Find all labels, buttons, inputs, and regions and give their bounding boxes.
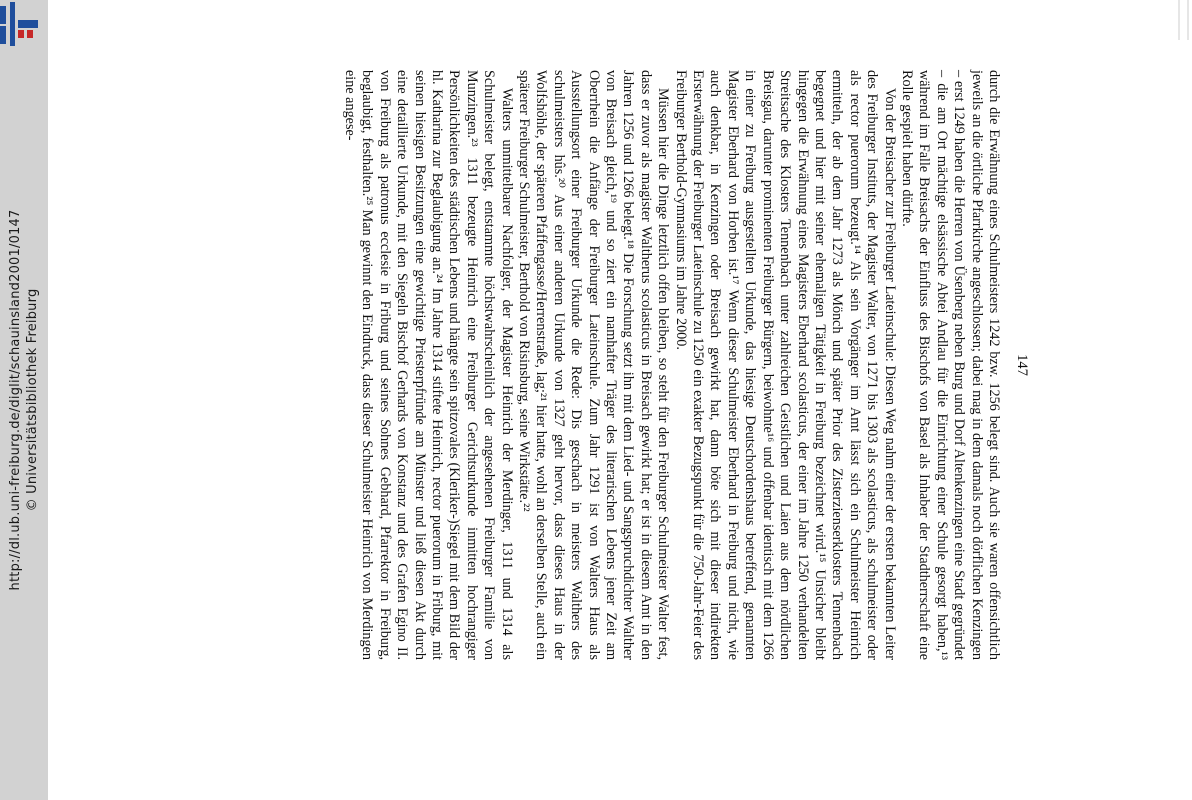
- paragraph-2: Von der Breisacher zur Freiburger Lateinschule: Diesen Weg nahm einer der ersten bekannten Leiter des Freiburger Instituts, der Magister Walter, von 1271 bis 1303 als scolasticus, als schulmeister oder als rector puerorum bezeugt.¹⁴ Als sein Vorgänger im Amt lässt sich ein Schulmeister Heinrich ermitteln, der ab dem Jahr 1273 als Mönch und später Prior des Zisterzienserklosters Tennenbach begegnet und hier mit seiner ehemaligen Tätigkeit in Freiburg bezeichnet wird.¹⁵ Unsicher bleibt hingegen die Erwähnung eines Magisters Eberhard scolasticus, der einer im Jahre 1250 verhandelten Streitsache des Klosters Tennenbach unter zahlreichen Geistlichen und Laien aus dem nördlichen Breisgau, darunter prominenten Freiburger Bürgern, beiwohnte¹⁶ und offenbar identisch mit dem 1266 in einer zu Freiburg ausgestellten Urkunde, das hiesige Deutschordenshaus betreffend, genannten Magister Eberhard von Horben ist.¹⁷ Wenn dieser Schulmeister Eberhard in Freiburg und nicht, wie auch denkbar, in Kenzingen oder Breisach gewirkt hat, dann böte sich mit dieser indirekten Ersterwähnung der Freiburger Lateinschule zu 1250 ein exakter Bezugspunkt für die 750-Jahr-Feier des Freiburger Berthold-Gymnasiums im Jahre 2000.: [672, 70, 898, 660]
- page-text: [341, 70, 1002, 660]
- paragraph-1: durch die Erwähnung eines Schulmeisters 1242 bzw. 1256 belegt sind. Auch sie waren offensichtlich jeweils an die örtliche Pfarrkirche angeschlossen; dabei mag in dem damals noch dörflichen Kenzingen – erst 1249 haben die Herren von Üsenberg neben Burg und Dorf Altenkenzingen eine Stadt gegründet – die am Ort mächtige elsässische Abtei Andlau für die Einrichtung einer Schule gesorgt haben,¹³ während im Falle Breisachs der Einfluss des Bischofs von Basel als Inhaber der Stadtherrschaft eine Rolle gespielt haben dürfte.: [898, 70, 1002, 660]
- paragraph-4: Walters unmittelbarer Nachfolger, der Magister Heinrich der Merdinger, 1311 und 1314 als Schulmeister belegt, entstammte höchstwahrscheinlich der angesehenen Freiburger Familie von Munzingen.²³ 1311 bezeugte Heinrich eine Freiburger Gerichtsurkunde inmitten hochrangiger Persönlichkeiten des städtischen Lebens und hängte sein spitzovales (Kleriker-)Siegel mit dem Bild der hl. Katharina zur Beglaubigung an.²⁴ Im Jahre 1314 stiftete Heinrich, rector puerorum in Friburg, mit seinen hiesigen Besitzungen eine gewichtige Priesterpfründe am Münster und ließ diesen Akt durch eine detaillierte Urkunde, mit den Siegeln Bischof Gerhards von Konstanz und des Grafen Egino II. von Freiburg als patronus ecclesie in Friburg und seines Sohnes Gebhard, Pfarrektor in Freiburg, beglaubigt, festhalten.²⁵ Man gewinnt den Eindruck, dass dieser Schulmeister Heinrich von Merdingen eine angese-: [341, 70, 515, 660]
- page-edge-marker: [1178, 0, 1189, 40]
- viewer-side-strip: [0, 0, 48, 800]
- source-caption: [0, 0, 48, 800]
- scanned-page: [200, 70, 1030, 660]
- page-number: 147: [1014, 354, 1030, 376]
- paragraph-3: Müssen hier die Dinge letztlich offen bleiben, so steht für den Freiburger Schulmeister Walter fest, dass er zuvor als magister Waltherus scolasticus in Breisach gewirkt hat; er ist in diesem Amt in den Jahren 1256 und 1266 belegt.¹⁸ Die Forschung setzt ihn mit dem Lied- und Sangspruchdichter Walther von Breisach gleich,¹⁹ und so ziert ein namhafter Träger des literarischen Lebens jener Zeit am Oberrhein die Anfänge der Freiburger Lateinschule. Zum Jahr 1291 ist von Walters Haus als Ausstellungsort einer Freiburger Urkunde die Rede: Dis geschach in meisters Walthers des schulmeisters hûs.²⁰ Aus einer anderen Urkunde von 1327 geht hervor, dass dieses Haus in der Wolfshöhle, der späteren Pfaffengasse/Herrenstraße, lag;²¹ hier hatte, wohl an derselben Stelle, auch ein späterer Freiburger Schulmeister, Berthold von Risinsburg, seine Wirkstätte.²²: [516, 70, 672, 660]
- copyright-notice: © Universitätsbibliothek Freiburg: [25, 288, 40, 512]
- source-url[interactable]: http://dl.ub.uni-freiburg.de/diglit/schauinsland2001/0147: [8, 209, 23, 591]
